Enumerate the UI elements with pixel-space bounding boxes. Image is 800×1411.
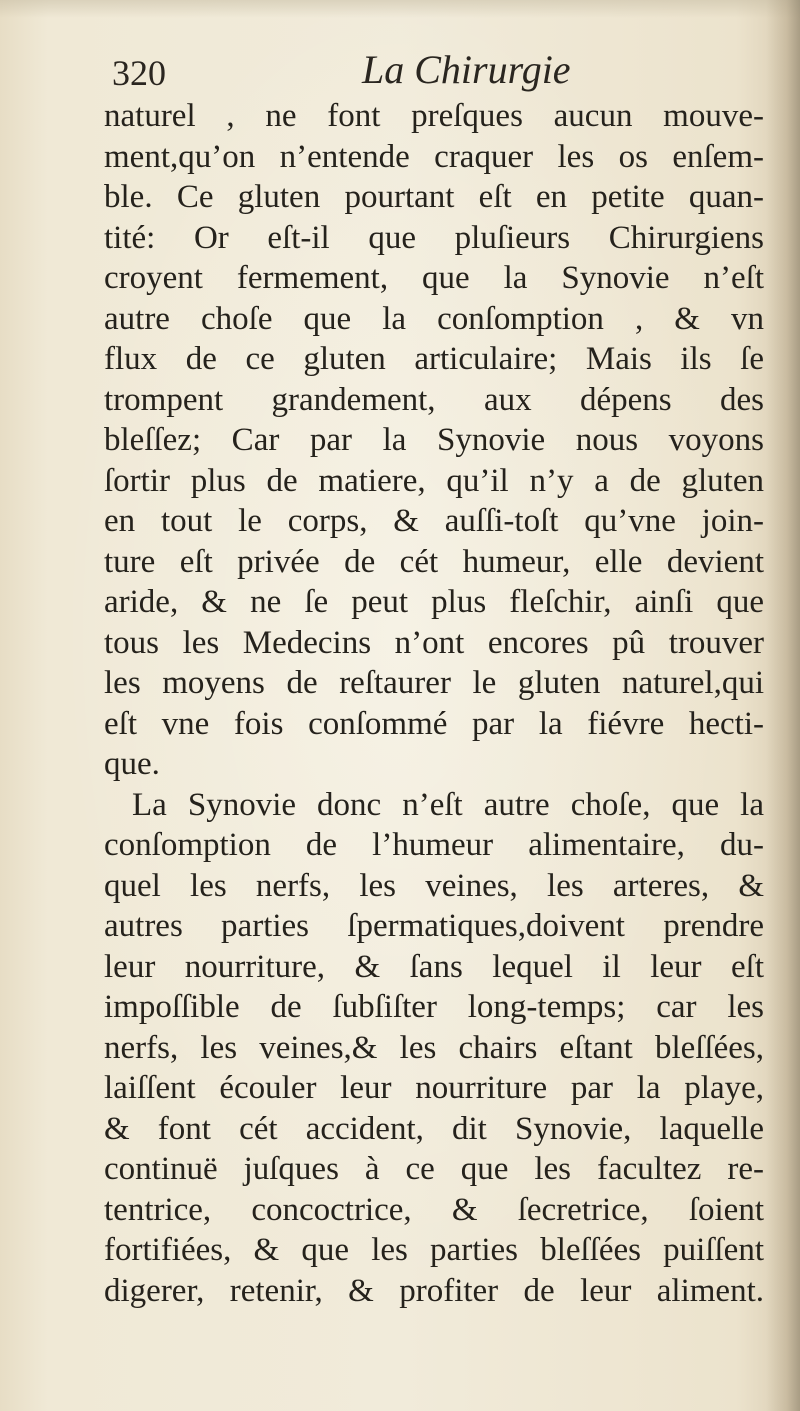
paragraph-start-line: La Synovie donc n’eſt autre choſe, que la (132, 786, 764, 823)
text-line: croyent fermement, que la Synovie n’eſt (104, 260, 764, 296)
text-line: leur nourriture, & ſans lequel il leur eſt (104, 948, 764, 985)
text-line: nerfs, les veines,& les chairs eſtant bleſſées, (104, 1029, 764, 1066)
text-line: quel les nerfs, les veines, les arteres, & (104, 867, 764, 904)
text-line: ture eſt privée de cét humeur, elle devient (104, 543, 764, 580)
text-line: que. (104, 746, 160, 782)
text-line: autre choſe que la conſomption , & vn (104, 300, 764, 337)
text-line: les moyens de reſtaurer le gluten naturel,qui (104, 665, 764, 701)
text-line: tité: Or eſt-il que pluſieurs Chirurgiens (104, 219, 764, 256)
text-line: bleſſez; Car par la Synovie nous voyons (104, 422, 764, 458)
text-line: impoſſible de ſubſiſter long-temps; car les (104, 989, 764, 1025)
text-line: en tout le corps, & auſſi-toſt qu’vne join- (104, 503, 764, 539)
text-line: digerer, retenir, & profiter de leur aliment. (104, 1272, 764, 1309)
page-top-shadow (0, 0, 800, 18)
text-line: flux de ce gluten articulaire; Mais ils ſe (104, 341, 764, 377)
running-head: La Chirurgie (362, 47, 571, 92)
text-line: fortifiées, & que les parties bleſſées puiſſent (104, 1232, 764, 1268)
page-gutter-shadow (766, 0, 800, 1411)
text-line: autres parties ſpermatiques,doivent prendre (104, 908, 764, 944)
text-line: ment,qu’on n’entende craquer les os enſem- (104, 138, 764, 175)
text-line: continuë juſques à ce que les facultez re- (104, 1151, 764, 1187)
text-line: tous les Medecins n’ont encores pû trouver (104, 624, 764, 661)
text-line: ſortir plus de matiere, qu’il n’y a de gluten (104, 462, 764, 499)
page-number: 320 (112, 53, 166, 93)
text-line: aride, & ne ſe peut plus fleſchir, ainſi que (104, 584, 764, 620)
page-header (112, 46, 752, 96)
text-line: conſomption de l’humeur alimentaire, du- (104, 827, 764, 863)
text-line: naturel , ne font preſques aucun mouve- (104, 98, 764, 134)
body-text (104, 96, 764, 1311)
text-line: tentrice, concoctrice, & ſecretrice, ſoient (104, 1191, 764, 1228)
text-line: laiſſent écouler leur nourriture par la playe, (104, 1070, 764, 1106)
text-line: eſt vne fois conſommé par la fiévre hecti- (104, 705, 764, 742)
text-line: ble. Ce gluten pourtant eſt en petite quan- (104, 179, 764, 215)
text-line: trompent grandement, aux dépens des (104, 381, 764, 418)
text-line: & font cét accident, dit Synovie, laquelle (104, 1110, 764, 1147)
